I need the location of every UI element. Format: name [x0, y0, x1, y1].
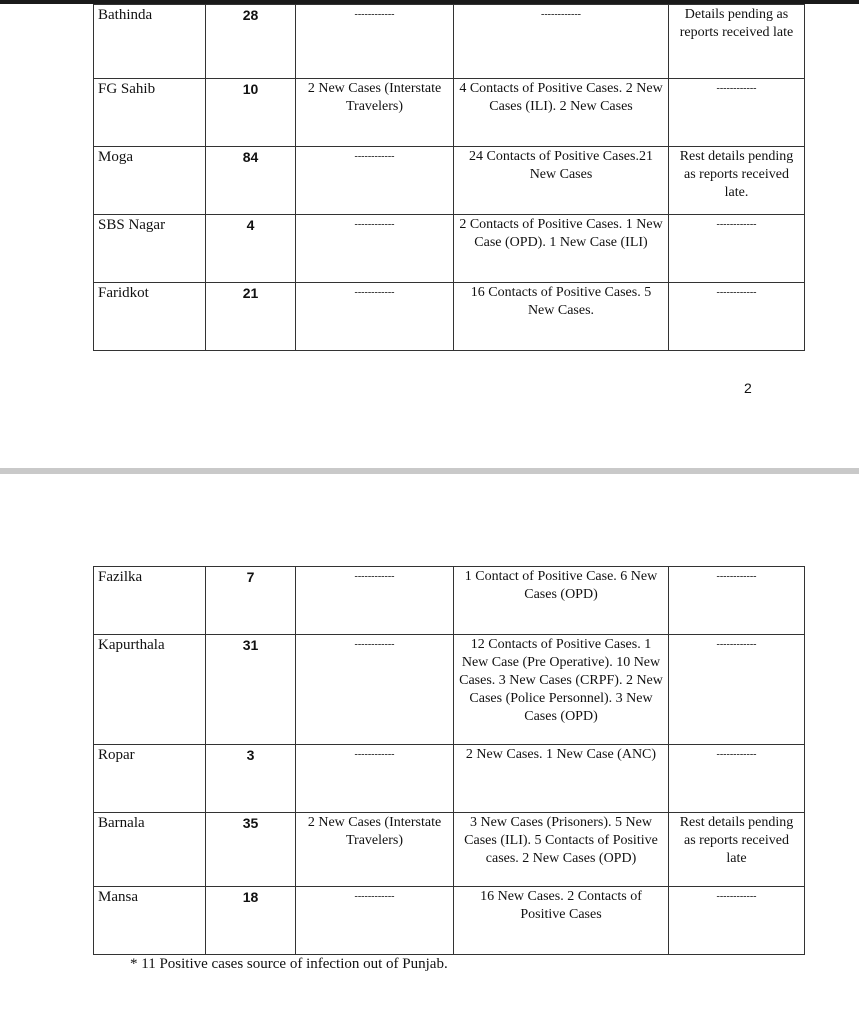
- table-row: [94, 635, 805, 745]
- contacts-details-text: 4 Contacts of Positive Cases. 2 New Cases (ILI). 2 New Cases: [459, 81, 663, 114]
- case-count-cell: [206, 567, 296, 635]
- contacts-details-text: 24 Contacts of Positive Cases.21 New Cases: [469, 149, 653, 182]
- remarks-cell: [669, 567, 805, 635]
- remarks-text: Details pending as reports received late: [679, 7, 794, 40]
- interstate-cases-cell: [296, 147, 454, 215]
- district-name-cell: [94, 147, 206, 215]
- contacts-details-text: 16 Contacts of Positive Cases. 5 New Cases.: [470, 285, 652, 318]
- contacts-details-cell: [454, 215, 669, 283]
- district-name-cell: [94, 79, 206, 147]
- interstate-cases-text: ------------: [354, 287, 395, 298]
- district-name-cell: [94, 635, 206, 745]
- interstate-cases-cell: [296, 79, 454, 147]
- remarks-text: ------------: [716, 571, 757, 582]
- interstate-cases-cell: [296, 745, 454, 813]
- district-name-text: Kapurthala: [98, 637, 165, 653]
- table-row: [94, 887, 805, 955]
- contacts-details-cell: [454, 79, 669, 147]
- district-name-text: Barnala: [98, 815, 145, 831]
- contacts-details-cell: [454, 5, 669, 79]
- contacts-details-cell: [454, 283, 669, 351]
- table-row: [94, 5, 805, 79]
- case-count-cell: [206, 5, 296, 79]
- district-name-text: Mansa: [98, 889, 138, 905]
- contacts-details-text: 3 New Cases (Prisoners). 5 New Cases (ILI). 5 Contacts of Positive cases. 2 New Cases (OPD): [464, 815, 658, 866]
- remarks-text: ------------: [716, 639, 757, 650]
- contacts-details-cell: [454, 813, 669, 887]
- case-count-text: 10: [242, 81, 259, 97]
- remarks-text: ------------: [716, 891, 757, 902]
- case-count-text: 35: [242, 815, 259, 831]
- table-row: [94, 79, 805, 147]
- table-row: [94, 745, 805, 813]
- district-name-text: Fazilka: [98, 569, 143, 585]
- contacts-details-text: 12 Contacts of Positive Cases. 1 New Case (Pre Operative). 10 New Cases. 3 New Cases (CRPF). 2 New Cases (Police Personnel). 3 New Cases (OPD): [459, 637, 663, 724]
- remarks-cell: [669, 745, 805, 813]
- contacts-details-text: ------------: [541, 9, 581, 20]
- district-name-cell: [94, 813, 206, 887]
- contacts-details-text: 2 New Cases. 1 New Case (ANC): [465, 747, 657, 762]
- interstate-cases-text: ------------: [354, 891, 395, 902]
- interstate-cases-text: ------------: [354, 639, 395, 650]
- remarks-cell: [669, 887, 805, 955]
- remarks-text: ------------: [716, 287, 757, 298]
- case-count-text: 3: [246, 747, 255, 763]
- remarks-cell: [669, 813, 805, 887]
- district-name-text: Moga: [98, 149, 133, 165]
- interstate-cases-cell: [296, 5, 454, 79]
- interstate-cases-text: 2 New Cases (Interstate Travelers): [307, 815, 442, 848]
- case-count-cell: [206, 745, 296, 813]
- contacts-details-text: 16 New Cases. 2 Contacts of Positive Cases: [480, 889, 642, 922]
- district-name-cell: [94, 567, 206, 635]
- footnote: * 11 Positive cases source of infection out of Punjab.: [130, 956, 448, 972]
- interstate-cases-text: ------------: [354, 749, 395, 760]
- remarks-text: ------------: [716, 749, 757, 760]
- case-count-cell: [206, 79, 296, 147]
- contacts-details-cell: [454, 147, 669, 215]
- contacts-details-cell: [454, 567, 669, 635]
- interstate-cases-text: ------------: [354, 219, 395, 230]
- interstate-cases-text: ------------: [354, 571, 395, 582]
- case-count-text: 18: [242, 889, 259, 905]
- case-count-text: 7: [246, 569, 255, 585]
- interstate-cases-cell: [296, 567, 454, 635]
- district-name-cell: [94, 215, 206, 283]
- district-name-text: Faridkot: [98, 285, 149, 301]
- remarks-text: Rest details pending as reports received late: [679, 815, 794, 866]
- district-name-text: Ropar: [98, 747, 135, 763]
- remarks-text: Rest details pending as reports received late.: [679, 149, 794, 200]
- remarks-text: ------------: [716, 219, 757, 230]
- table-row: [94, 283, 805, 351]
- case-count-text: 28: [242, 7, 259, 23]
- contacts-details-cell: [454, 887, 669, 955]
- interstate-cases-cell: [296, 887, 454, 955]
- contacts-details-text: 1 Contact of Positive Case. 6 New Cases (OPD): [464, 569, 658, 602]
- district-name-cell: [94, 5, 206, 79]
- contacts-details-cell: [454, 635, 669, 745]
- interstate-cases-cell: [296, 215, 454, 283]
- remarks-cell: [669, 5, 805, 79]
- interstate-cases-text: ------------: [354, 151, 395, 162]
- case-count-cell: [206, 813, 296, 887]
- case-count-text: 21: [242, 285, 259, 301]
- remarks-cell: [669, 283, 805, 351]
- remarks-text: ------------: [716, 83, 757, 94]
- district-name-text: Bathinda: [98, 7, 153, 23]
- remarks-cell: [669, 147, 805, 215]
- district-name-text: FG Sahib: [98, 81, 156, 97]
- case-count-text: 4: [246, 217, 255, 233]
- remarks-cell: [669, 79, 805, 147]
- interstate-cases-text: ------------: [354, 9, 395, 20]
- case-count-cell: [206, 635, 296, 745]
- case-count-text: 31: [242, 637, 259, 653]
- case-count-cell: [206, 283, 296, 351]
- district-name-cell: [94, 745, 206, 813]
- case-count-cell: [206, 215, 296, 283]
- interstate-cases-cell: [296, 813, 454, 887]
- page-separator: [0, 468, 859, 474]
- contacts-details-cell: [454, 745, 669, 813]
- interstate-cases-text: 2 New Cases (Interstate Travelers): [307, 81, 442, 114]
- district-name-cell: [94, 887, 206, 955]
- case-count-cell: [206, 147, 296, 215]
- case-count-cell: [206, 887, 296, 955]
- interstate-cases-cell: [296, 635, 454, 745]
- interstate-cases-cell: [296, 283, 454, 351]
- contacts-details-text: 2 Contacts of Positive Cases. 1 New Case (OPD). 1 New Case (ILI): [459, 217, 663, 250]
- table-row: [94, 813, 805, 887]
- district-table-page-2: [93, 4, 805, 351]
- remarks-cell: [669, 635, 805, 745]
- district-name-text: SBS Nagar: [98, 217, 166, 233]
- table-row: [94, 567, 805, 635]
- page-number: 2: [744, 380, 752, 396]
- table-row: [94, 215, 805, 283]
- table-row: [94, 147, 805, 215]
- remarks-cell: [669, 215, 805, 283]
- district-table-page-3: [93, 566, 805, 955]
- district-name-cell: [94, 283, 206, 351]
- case-count-text: 84: [242, 149, 259, 165]
